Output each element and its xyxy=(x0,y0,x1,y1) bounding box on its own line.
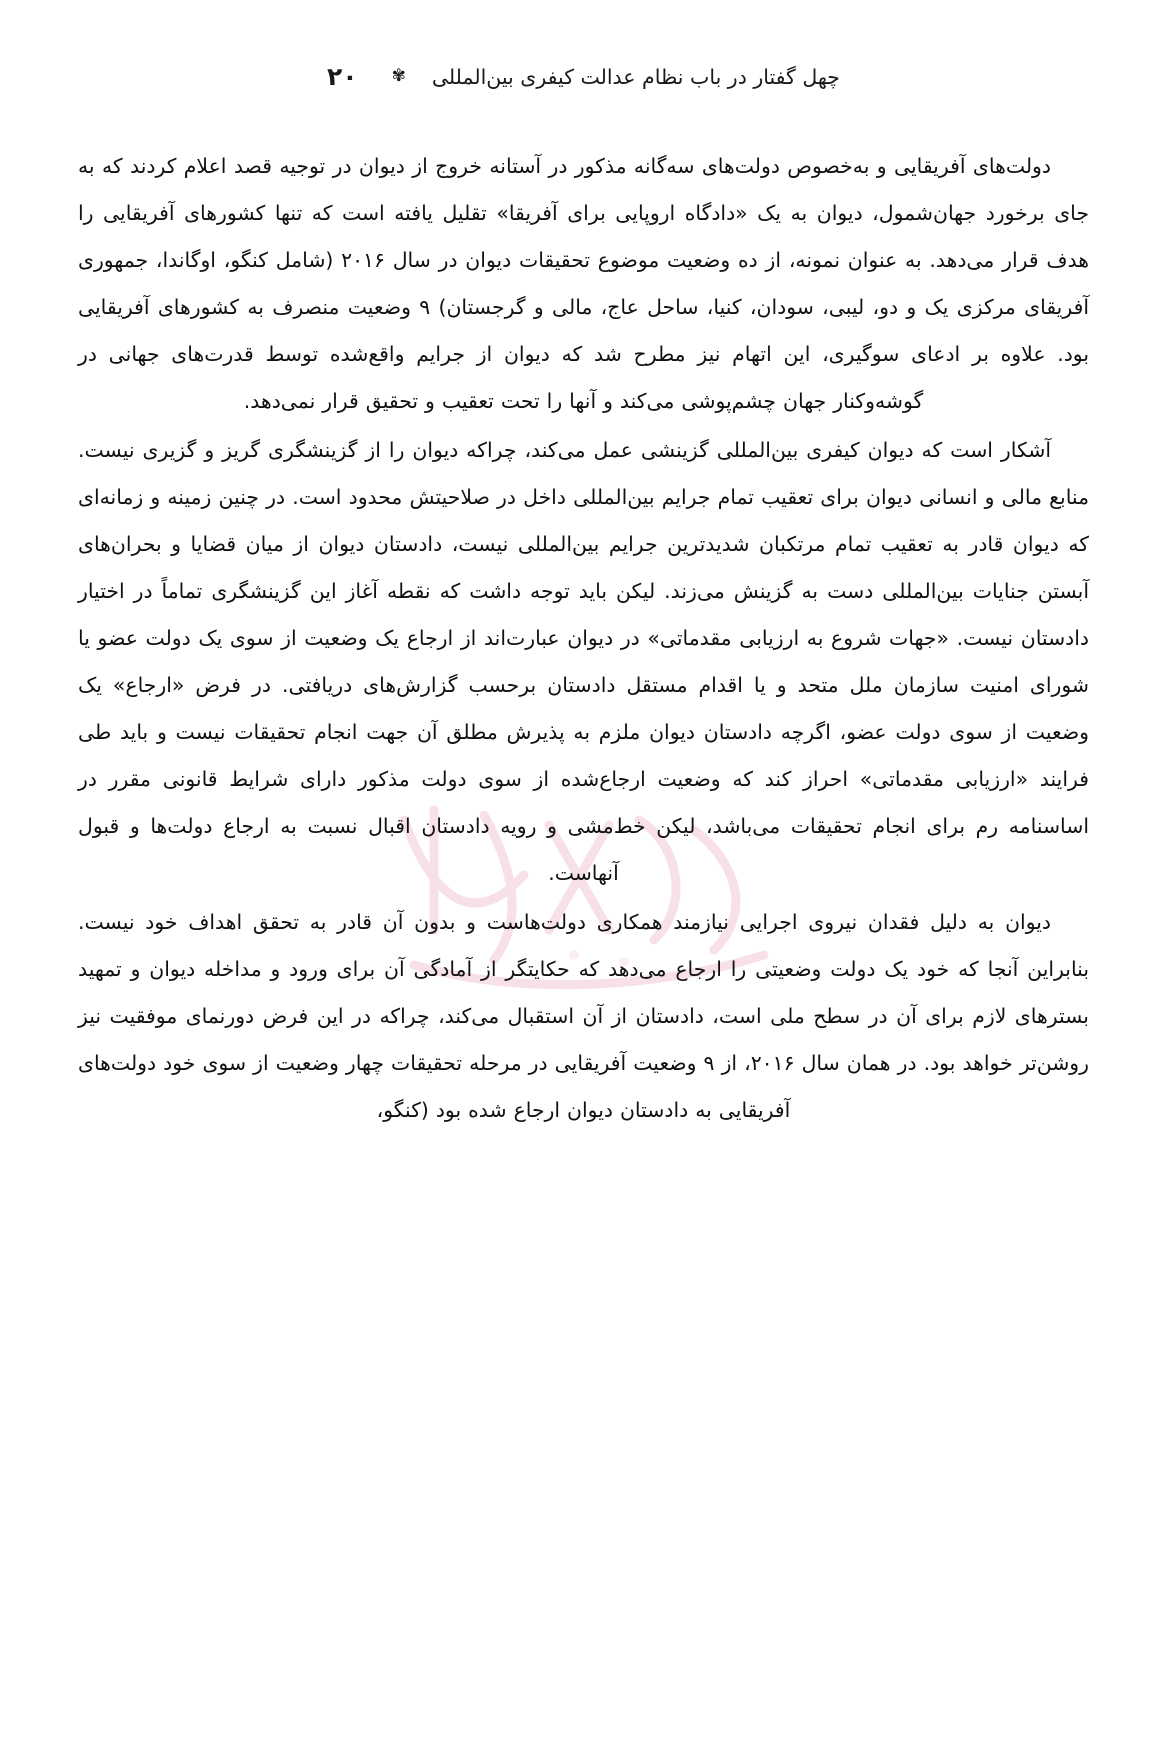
page-header xyxy=(0,62,1167,91)
page-number: ۲۰ xyxy=(327,62,358,91)
running-title: چهل گفتار در باب نظام عدالت کیفری بین‌المللی xyxy=(431,64,840,89)
paragraph: دیوان به دلیل فقدان نیروی اجرایی نیازمند همکاری دولت‌هاست و بدون آن قادر به تحقق اهداف خود نیست. بنابراین آنجا که خود یک دولت وضعیتی را ارجاع می‌دهد که حکایتگر از آمادگی آن برای ورود و مداخله دیوان و تمهید بسترهای لازم برای آن در سطح ملی است، دادستان از آن استقبال می‌کند، چراکه در این فرض دورنمای موفقیت نیز روشن‌تر خواهد بود. در همان سال ۲۰۱۶، از ۹ وضعیت آفریقایی در مرحله تحقیقات چهار وضعیت از سوی خود دولت‌های آفریقایی به دادستان دیوان ارجاع شده بود (کنگو، xyxy=(78,910,1089,1122)
paragraph: دولت‌های آفریقایی و به‌خصوص دولت‌های سه‌گانه مذکور در آستانه خروج از دیوان در توجیه قصد اعلام کردند که به جای برخورد جهان‌شمول، دیوان به یک «دادگاه اروپایی برای آفریقا» تقلیل یافته است که تنها کشورهای آفریقایی را هدف قرار می‌دهد. به عنوان نمونه، از ده وضعیت موضوع تحقیقات دیوان در سال ۲۰۱۶ (شامل کنگو، اوگاندا، جمهوری آفریقای مرکزی یک و دو، لیبی، سودان، کنیا، ساحل عاج، مالی و گرجستان) ۹ وضعیت منصرف به کشورهای آفریقایی بود. علاوه بر ادعای سوگیری، این اتهام نیز مطرح شد که دیوان از جرایم واقع‌شده توسط قدرت‌های جهانی در گوشه‌وکنار جهان چشم‌پوشی می‌کند و آنها را تحت تعقیب و تحقیق قرار نمی‌دهد. xyxy=(78,154,1089,413)
page-body xyxy=(0,143,1167,1134)
paragraph: آشکار است که دیوان کیفری بین‌المللی گزینشی عمل می‌کند، چراکه دیوان را از گزینشگری گریز و گزیری نیست. منابع مالی و انسانی دیوان برای تعقیب تمام جرایم بین‌المللی داخل در صلاحیتش محدود است. در چنین زمینه و زمانه‌ای که دیوان قادر به تعقیب تمام مرتکبان شدیدترین جرایم بین‌المللی نیست، دادستان دیوان از میان قضایا و بحران‌های آبستن جنایات بین‌المللی دست به گزینش می‌زند. لیکن باید توجه داشت که نقطه آغاز این گزینشگری تماماً در اختیار دادستان نیست. «جهات شروع به ارزیابی مقدماتی» در دیوان عبارت‌اند از ارجاع یک وضعیت از سوی یک دولت عضو یا شورای امنیت سازمان ملل متحد و یا اقدام مستقل دادستان برحسب گزارش‌های دریافتی. در فرض «ارجاع» یک وضعیت از سوی دولت عضو، اگرچه دادستان دیوان ملزم به پذیرش مطلق آن جهت انجام تحقیقات نیست و باید طی فرایند «ارزیابی مقدماتی» احراز کند که وضعیت ارجاع‌شده از سوی دولت مذکور دارای شرایط قانونی مقرر در اساسنامه رم برای انجام تحقیقات می‌باشد، لیکن خط‌مشی و رویه دادستان اقبال نسبت به ارجاع دولت‌ها و قبول آنهاست. xyxy=(78,438,1089,885)
flower-ornament-icon: ✾ xyxy=(391,66,406,86)
